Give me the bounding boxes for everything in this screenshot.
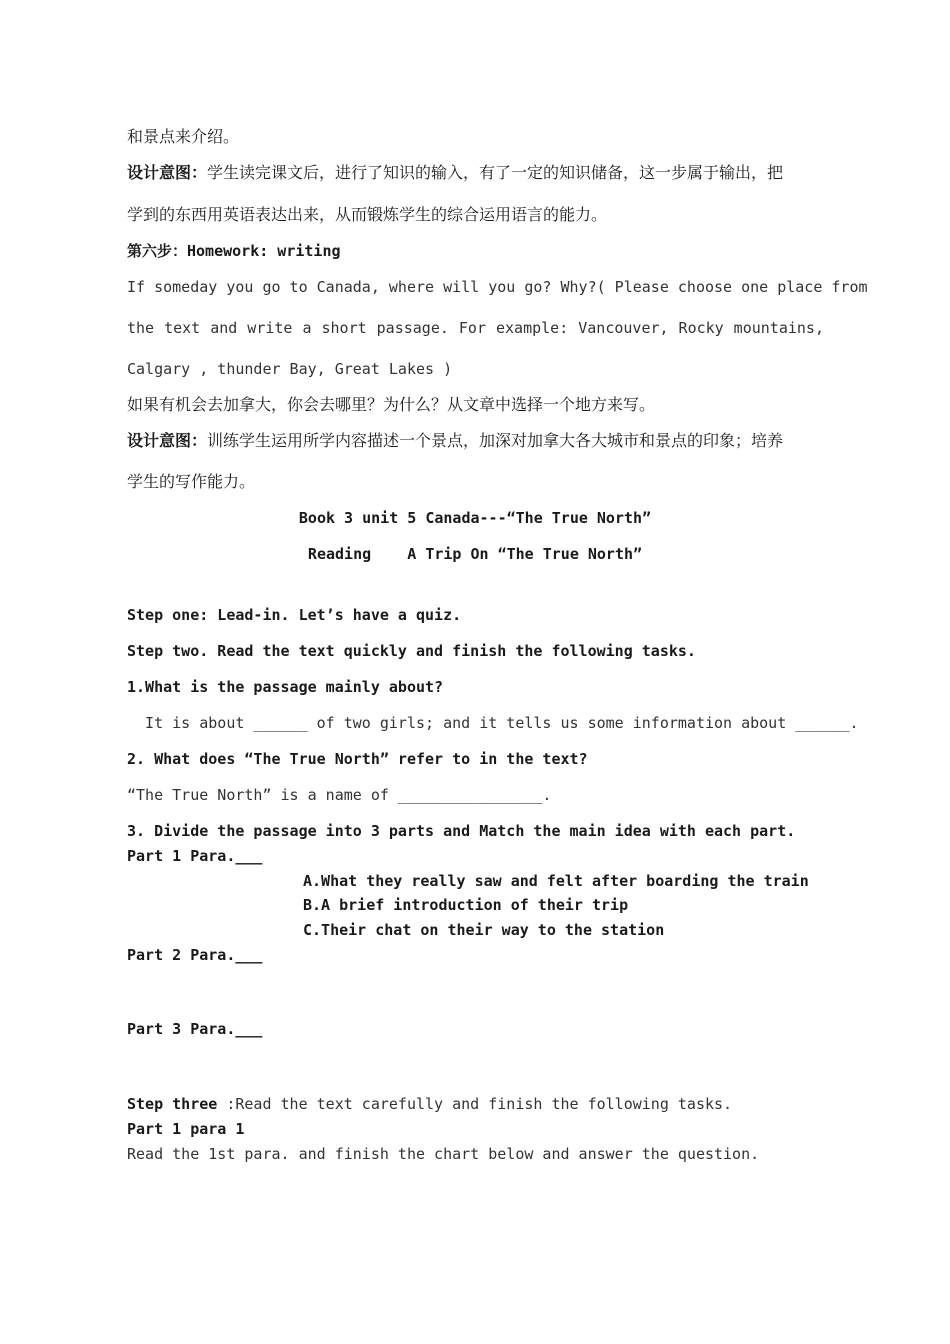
homework-zh: 如果有机会去加拿大，你会去哪里？为什么？从文章中选择一个地方来写。 bbox=[127, 395, 656, 414]
option-a: A.What they really saw and felt after boarding the train bbox=[303, 872, 809, 890]
question-1: 1.What is the passage mainly about? bbox=[127, 678, 444, 696]
design-intent-1-text: 学生读完课文后，进行了知识的输入，有了一定的知识储备，这一步属于输出，把 bbox=[207, 163, 784, 182]
design-intent-1-line2: 学到的东西用英语表达出来，从而锻炼学生的综合运用语言的能力。 bbox=[127, 205, 608, 224]
homework-line1: If someday you go to Canada, where will you go? Why?( Please choose one place from bbox=[127, 278, 868, 296]
option-c: C.Their chat on their way to the station bbox=[303, 921, 665, 939]
section5-intro-tail: 和景点来介绍。 bbox=[127, 127, 240, 146]
question-2-answer: “The True North” is a name of ________________. bbox=[127, 786, 552, 804]
design-intent-label: 设计意图： bbox=[127, 163, 208, 182]
design-intent-2-text: 训练学生运用所学内容描述一个景点，加深对加拿大各大城市和景点的印象；培养 bbox=[207, 431, 784, 450]
part-2-para: Part 2 Para.___ bbox=[127, 946, 263, 964]
step-three bbox=[127, 1094, 732, 1114]
step6-title: 第六步：Homework: writing bbox=[127, 242, 341, 260]
lesson-subtitle: Reading A Trip On “The True North” bbox=[307, 545, 643, 563]
design-intent-1-line1 bbox=[127, 163, 783, 183]
part-1-para-1: Part 1 para 1 bbox=[127, 1120, 245, 1138]
step-two: Step two. Read the text quickly and finish the following tasks. bbox=[127, 642, 696, 660]
design-intent-2-line2: 学生的写作能力。 bbox=[127, 472, 256, 491]
homework-line3: Calgary , thunder Bay, Great Lakes ) bbox=[127, 360, 453, 378]
option-b: B.A brief introduction of their trip bbox=[303, 896, 629, 914]
step-three-text: :Read the text carefully and finish the following tasks. bbox=[217, 1095, 733, 1113]
homework-line2: the text and write a short passage. For example: Vancouver, Rocky mountains, bbox=[127, 319, 824, 337]
part-3-para: Part 3 Para.___ bbox=[127, 1020, 263, 1038]
question-1-answer: It is about ______ of two girls; and it tells us some information about ______. bbox=[127, 714, 859, 732]
design-intent-2-line1 bbox=[127, 431, 783, 451]
step-three-label: Step three bbox=[127, 1095, 218, 1113]
design-intent-label-2: 设计意图： bbox=[127, 431, 208, 450]
question-2: 2. What does “The True North” refer to in the text? bbox=[127, 750, 588, 768]
step-one: Step one: Lead-in. Let’s have a quiz. bbox=[127, 606, 462, 624]
lesson-title: Book 3 unit 5 Canada---“The True North” bbox=[298, 509, 652, 527]
part-1-para: Part 1 Para.___ bbox=[127, 847, 263, 865]
read-1st-para-instruction: Read the 1st para. and finish the chart below and answer the question. bbox=[127, 1145, 760, 1163]
question-3: 3. Divide the passage into 3 parts and Match the main idea with each part. bbox=[127, 822, 796, 840]
